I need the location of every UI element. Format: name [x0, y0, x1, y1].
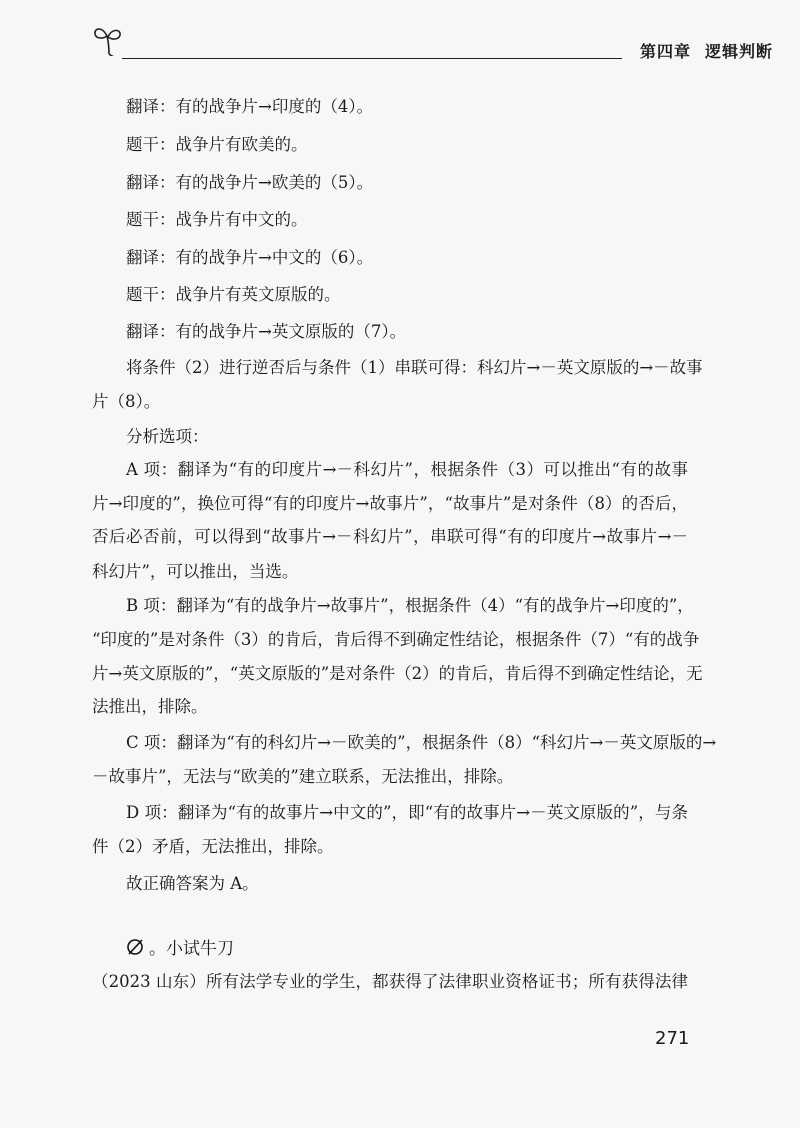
text-line: 片→英文原版的”，“英文原版的”是对条件（2）的肯后，肯后得不到确定性结论，无 [92, 664, 703, 683]
text-line: C 项：翻译为“有的科幻片→－欧美的”，根据条件（8）“科幻片→－英文原版的→ [126, 733, 717, 752]
sprout-icon [92, 22, 126, 56]
page-number: 271 [655, 1028, 690, 1049]
text-line: A 项：翻译为“有的印度片→－科幻片”，根据条件（3）可以推出“有的故事 [126, 460, 688, 479]
section-bullet: 。 [149, 939, 166, 959]
text-line: 片→印度的”，换位可得“有的印度片→故事片”，“故事片”是对条件（8）的否后， [92, 494, 688, 513]
text-line: 翻译：有的战争片→英文原版的（7）。 [126, 322, 407, 341]
text-line: 分析选项： [126, 427, 209, 446]
text-line: 片（8）。 [92, 392, 161, 411]
text-line: 科幻片”，可以推出，当选。 [92, 562, 299, 581]
text-line: 翻译：有的战争片→欧美的（5）。 [126, 173, 374, 192]
pen-circle-icon [126, 937, 146, 957]
text-line: －故事片”，无法与“欧美的”建立联系，无法推出，排除。 [92, 767, 514, 786]
chapter-title: 逻辑判断 [705, 42, 774, 61]
page-header [92, 22, 774, 62]
text-line: 将条件（2）进行逆否后与条件（1）串联可得：科幻片→－英文原版的→－故事 [126, 358, 703, 377]
section-title-text: 小试牛刀 [166, 939, 234, 959]
text-line: 翻译：有的战争片→中文的（6）。 [126, 248, 374, 267]
text-line: 题干：战争片有中文的。 [126, 210, 308, 229]
text-line: 翻译：有的战争片→印度的（4）。 [126, 97, 374, 116]
chapter-number: 第四章 [640, 42, 692, 61]
question-intro: （2023 山东）所有法学专业的学生，都获得了法律职业资格证书；所有获得法律 [92, 972, 688, 991]
text-line: 题干：战争片有英文原版的。 [126, 285, 341, 304]
text-line: 件（2）矛盾，无法推出，排除。 [92, 837, 334, 856]
text-line: 题干：战争片有欧美的。 [126, 135, 308, 154]
text-line: “印度的”是对条件（3）的肯后，肯后得不到确定性结论，根据条件（7）“有的战争 [92, 630, 700, 649]
text-line: 法推出，排除。 [92, 697, 208, 716]
chapter-heading [640, 39, 787, 62]
section-heading [126, 934, 234, 959]
text-line: D 项：翻译为“有的故事片→中文的”，即“有的故事片→－英文原版的”，与条 [126, 803, 688, 822]
text-line: 故正确答案为 A。 [126, 874, 259, 893]
text-line: 否后必否前，可以得到“故事片→－科幻片”，串联可得“有的印度片→故事片→－ [92, 527, 688, 546]
header-rule [122, 58, 622, 59]
text-line: B 项：翻译为“有的战争片→故事片”，根据条件（4）“有的战争片→印度的”， [126, 596, 694, 615]
